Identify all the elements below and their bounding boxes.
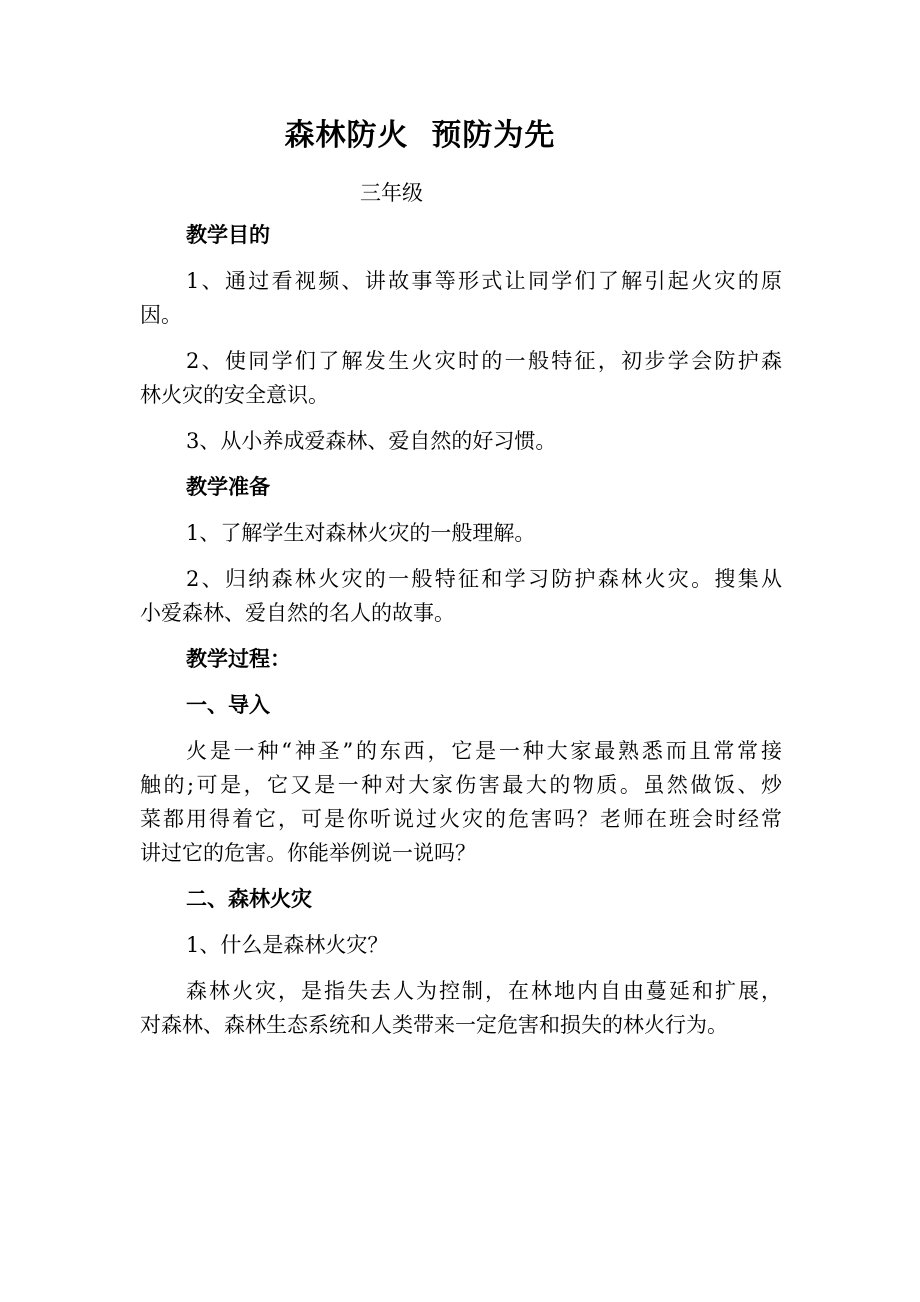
paragraph: [140, 344, 782, 412]
paragraph-line: 1、通过看视频、讲故事等形式让同学们了解引起火灾的原: [186, 269, 782, 293]
section-heading: 教学目的: [186, 223, 270, 247]
paragraph-line: 2、归纳森林火灾的一般特征和学习防护森林火灾。搜集从: [186, 567, 782, 591]
paragraph: [140, 264, 782, 332]
paragraph-line: 菜都用得着它，可是你听说过火灾的危害吗？老师在班会时经常: [140, 807, 782, 831]
paragraph-line: 森林火灾，是指失去人为控制，在林地内自由蔓延和扩展，: [186, 979, 782, 1003]
paragraph-line: 3、从小养成爱森林、爱自然的好习惯。: [186, 429, 557, 453]
paragraph: [140, 928, 782, 962]
paragraph: [140, 424, 782, 458]
section-heading: 二、森林火灾: [186, 887, 312, 911]
paragraph-line: 1、了解学生对森林火灾的一般理解。: [186, 521, 536, 545]
paragraph-line: 林火灾的安全意识。: [140, 383, 329, 407]
paragraph-line: 讲过它的危害。你能举例说一说吗？: [140, 841, 476, 865]
paragraph-line: 对森林、森林生态系统和人类带来一定危害和损失的林火行为。: [140, 1013, 728, 1037]
paragraph-line: 因。: [140, 303, 182, 327]
paragraph-line: 火是一种“神圣”的东西，它是一种大家最熟悉而且常常接: [186, 739, 782, 763]
paragraph: [140, 562, 782, 630]
document-body: [140, 218, 782, 1054]
document-title: 森林防火 预防为先: [284, 118, 556, 153]
paragraph: [140, 974, 782, 1042]
paragraph-line: 2、使同学们了解发生火灾时的一般特征，初步学会防护森: [186, 349, 782, 373]
section-heading: 教学过程：: [186, 647, 291, 671]
paragraph-line: 触的;可是，它又是一种对大家伤害最大的物质。虽然做饭、炒: [140, 773, 782, 797]
grade-label: 三年级: [360, 181, 423, 205]
section-heading: 一、导入: [186, 693, 270, 717]
paragraph-line: 小爱森林、爱自然的名人的故事。: [140, 601, 455, 625]
paragraph: [140, 516, 782, 550]
paragraph: [140, 734, 782, 870]
paragraph-line: 1、什么是森林火灾？: [186, 933, 389, 957]
section-heading: 教学准备: [186, 475, 270, 499]
